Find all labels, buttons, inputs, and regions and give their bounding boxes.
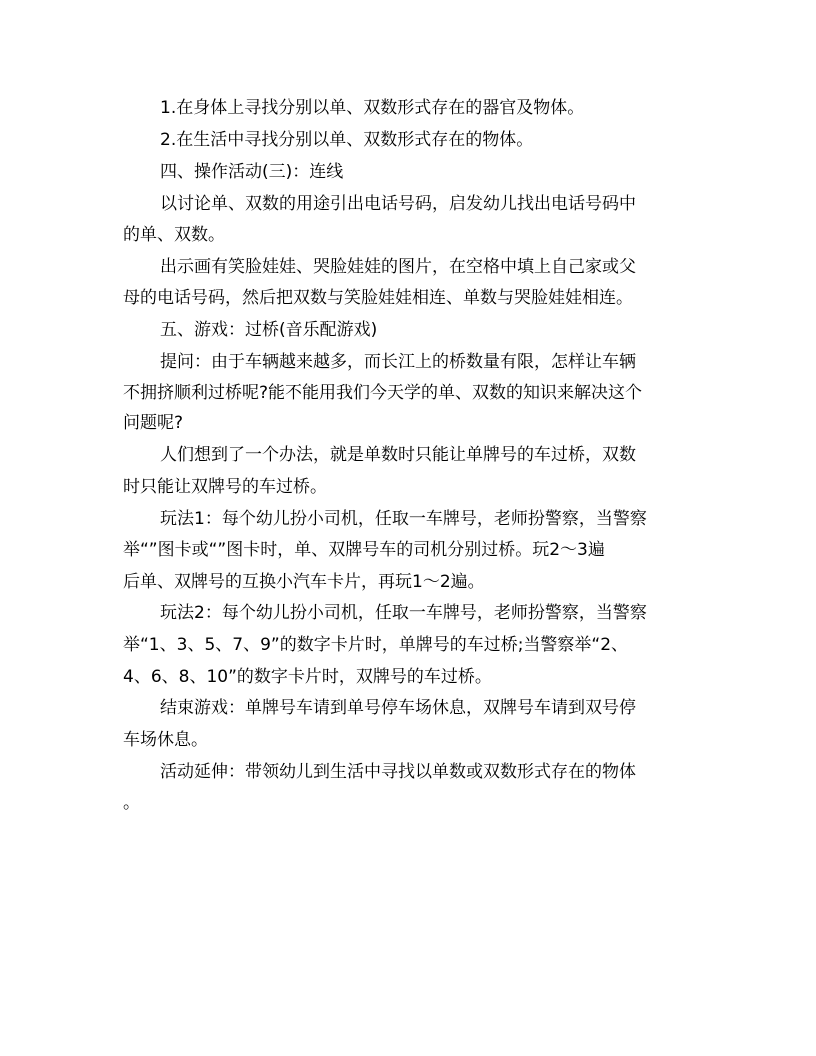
- text-line: 以讨论单、双数的用途引出电话号码，启发幼儿找出电话号码中: [160, 194, 636, 214]
- text-line: 举“1、3、5、7、9”的数字卡片时，单牌号的车过桥;当警察举“2、: [123, 635, 629, 655]
- text-line: 玩法1：每个幼儿扮小司机，任取一车牌号，老师扮警察，当警察: [160, 509, 647, 529]
- section-heading: 五、游戏：过桥(音乐配游戏): [160, 320, 378, 340]
- text-line: 时只能让双牌号的车过桥。: [123, 477, 327, 497]
- text-line: 的单、双数。: [123, 225, 225, 245]
- text-line: 1.在身体上寻找分别以单、双数形式存在的器官及物体。: [160, 98, 585, 118]
- text-line: 母的电话号码，然后把双数与笑脸娃娃相连、单数与哭脸娃娃相连。: [123, 288, 633, 308]
- text-line: 活动延伸：带领幼儿到生活中寻找以单数或双数形式存在的物体: [160, 762, 636, 782]
- text-line: 2.在生活中寻找分别以单、双数形式存在的物体。: [160, 130, 534, 150]
- text-line: 不拥挤顺利过桥呢?能不能用我们今天学的单、双数的知识来解决这个: [123, 383, 643, 403]
- text-line: 举“”图卡或“”图卡时，单、双牌号车的司机分别过桥。玩2～3遍: [123, 540, 605, 560]
- text-line: 出示画有笑脸娃娃、哭脸娃娃的图片，在空格中填上自己家或父: [160, 257, 636, 277]
- text-line: 玩法2：每个幼儿扮小司机，任取一车牌号，老师扮警察，当警察: [160, 603, 647, 623]
- text-line: 人们想到了一个办法，就是单数时只能让单牌号的车过桥，双数: [160, 445, 636, 465]
- text-line: 车场休息。: [123, 730, 208, 750]
- section-heading: 四、操作活动(三)：连线: [160, 162, 344, 182]
- text-line: 。: [123, 793, 140, 813]
- text-line: 后单、双牌号的互换小汽车卡片，再玩1～2遍。: [123, 572, 485, 592]
- text-line: 提问：由于车辆越来越多，而长江上的桥数量有限，怎样让车辆: [160, 352, 636, 372]
- text-line: 4、6、8、10”的数字卡片时，双牌号的车过桥。: [123, 667, 492, 687]
- text-line: 结束游戏：单牌号车请到单号停车场休息，双牌号车请到双号停: [160, 698, 636, 718]
- text-line: 问题呢?: [123, 413, 184, 433]
